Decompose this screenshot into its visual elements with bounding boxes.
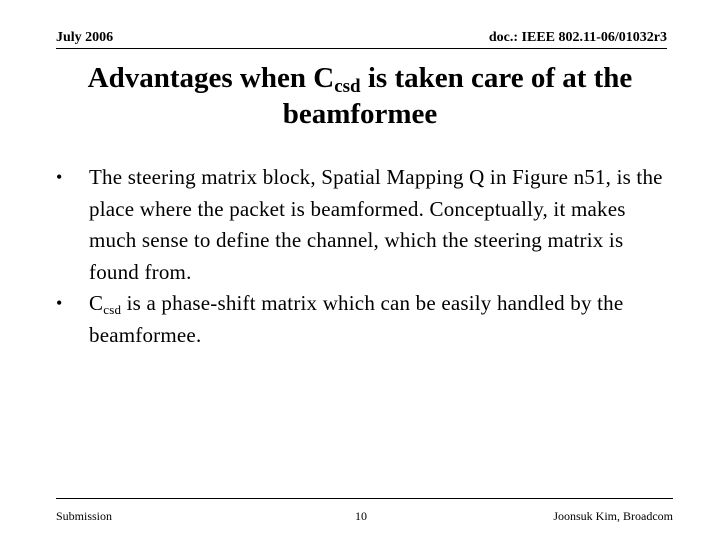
bullet-marker: • <box>56 293 63 313</box>
title-subscript: csd <box>334 76 361 97</box>
header-doc-id: doc.: IEEE 802.11-06/01032r3 <box>488 30 667 45</box>
title-text-part1: Advantages when C <box>87 62 335 94</box>
bullet-subscript: csd <box>103 302 122 317</box>
bullet-text: is a phase-shift matrix which can be easily handled by the beamformee. <box>89 291 624 347</box>
bullet-text: The steering matrix block, Spatial Mapping Q in Figure n51, is the place where the packet is beamformed. Conceptually, it makes much sense to define the channel, which the steering matrix is found from. <box>89 165 663 284</box>
title-text-part2: is taken care of at the beamformee <box>282 62 633 130</box>
page-number: 10 <box>355 509 367 523</box>
header-date: July 2006 <box>56 30 114 45</box>
bullet-list <box>56 162 676 351</box>
slide-header <box>56 30 667 49</box>
bullet-item <box>56 162 676 288</box>
slide-footer <box>56 498 673 523</box>
slide-title <box>40 60 680 132</box>
footer-author: Joonsuk Kim, Broadcom <box>553 509 673 523</box>
bullet-symbol: C <box>89 291 104 315</box>
bullet-marker: • <box>56 167 63 187</box>
bullet-item <box>56 288 676 351</box>
footer-submission: Submission <box>56 509 113 523</box>
